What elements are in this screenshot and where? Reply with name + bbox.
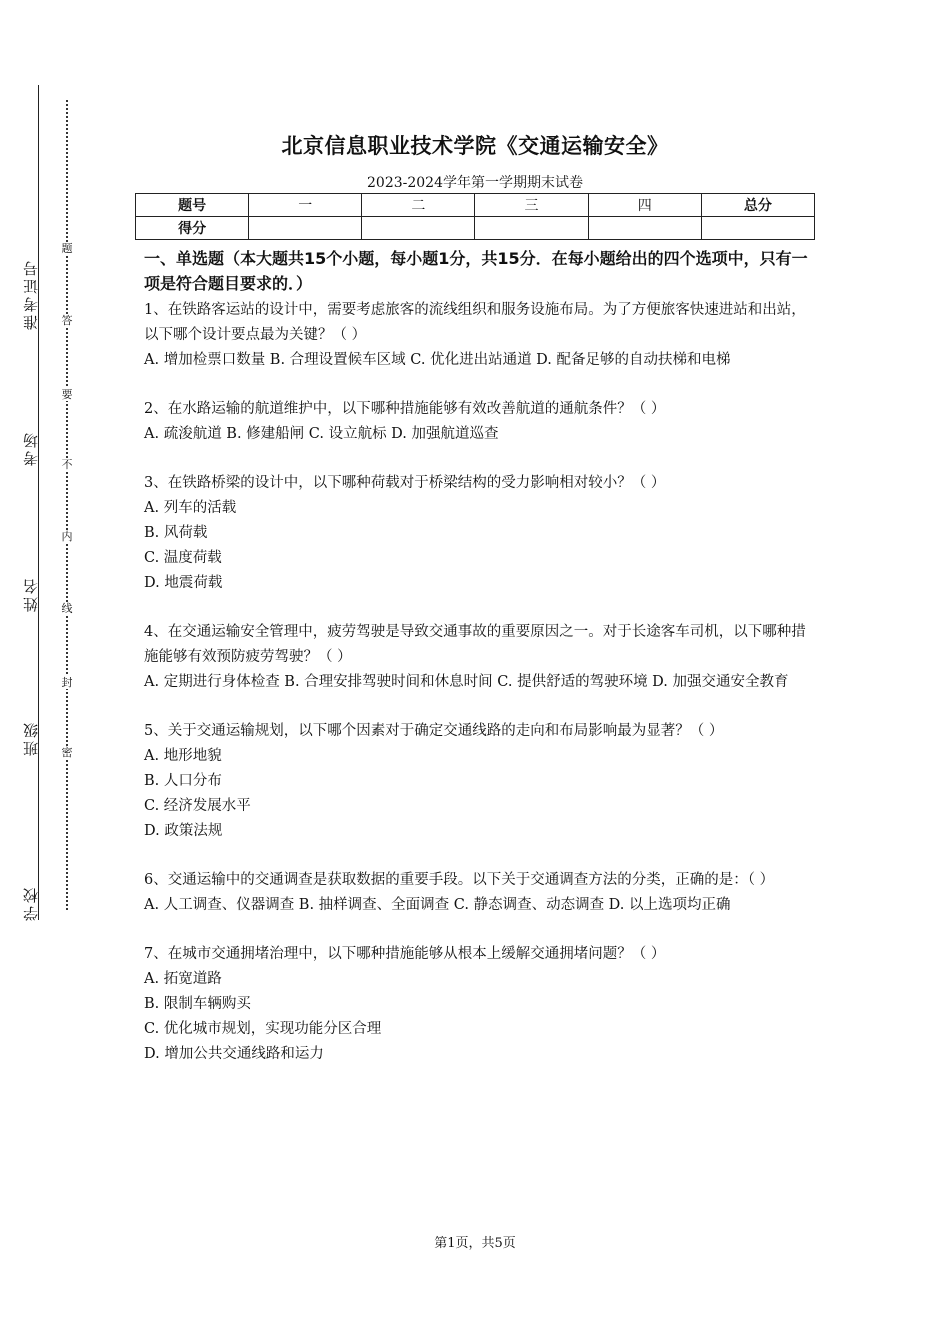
class-label: 班级	[22, 720, 40, 756]
question-1	[144, 298, 814, 373]
section-heading: 一、单选题（本大题共15个小题，每小题1分，共15分．在每小题给出的四个选项中，只有一项是符合题目要求的．）	[144, 249, 808, 293]
score-table-score-row	[136, 217, 815, 240]
seal-char: 内	[61, 530, 73, 543]
seal-char: 要	[61, 388, 73, 401]
score-table-cell: 一	[249, 194, 362, 217]
score-entry-cell[interactable]	[475, 217, 588, 240]
option-b: B. 人口分布	[144, 773, 222, 789]
seal-char: 密	[61, 746, 73, 759]
option-d: D. 政策法规	[144, 823, 223, 839]
page-number: 第1页，共5页	[434, 1236, 516, 1251]
score-entry-cell[interactable]	[588, 217, 701, 240]
exam-content	[144, 246, 814, 1067]
exam-title: 北京信息职业技术学院《交通运输安全》	[281, 134, 669, 158]
option-c: C. 温度荷载	[144, 550, 222, 566]
score-table	[135, 193, 815, 240]
score-entry-cell[interactable]	[362, 217, 475, 240]
question-stem: 4、在交通运输安全管理中，疲劳驾驶是导致交通事故的重要原因之一。对于长途客车司机，以下哪种措施能够有效预防疲劳驾驶？（ ）	[144, 624, 806, 665]
question-stem: 6、交通运输中的交通调查是获取数据的重要手段。以下关于交通调查方法的分类，正确的是：（ ）	[144, 872, 775, 888]
score-table-header-row	[136, 194, 815, 217]
seal-char: 题	[61, 242, 73, 255]
option-d: D. 地震荷载	[144, 575, 223, 591]
option-c: C. 优化城市规划，实现功能分区合理	[144, 1021, 382, 1037]
score-table-cell: 总分	[701, 194, 814, 217]
exam-number-label: 准考证号	[22, 258, 40, 330]
score-entry-cell[interactable]	[249, 217, 362, 240]
exam-subtitle: 2023-2024学年第一学期期末试卷	[367, 175, 583, 191]
question-options: A. 增加检票口数量 B. 合理设置候车区域 C. 优化进出站通道 D. 配备足够的自动扶梯和电梯	[144, 352, 731, 368]
option-a: A. 地形地貌	[144, 748, 222, 764]
question-stem: 7、在城市交通拥堵治理中，以下哪种措施能够从根本上缓解交通拥堵问题？（ ）	[144, 946, 666, 962]
score-table-cell: 三	[475, 194, 588, 217]
exam-room-label: 考场	[22, 430, 40, 466]
question-options: A. 定期进行身体检查 B. 合理安排驾驶时间和休息时间 C. 提供舒适的驾驶环境 D. 加强交通安全教育	[144, 674, 789, 690]
student-name-label: 姓名	[22, 576, 40, 612]
school-label: 学校	[22, 885, 40, 921]
question-4	[144, 620, 814, 695]
question-5	[144, 719, 814, 844]
option-d: D. 增加公共交通线路和运力	[144, 1046, 324, 1062]
option-b: B. 限制车辆购买	[144, 996, 251, 1012]
score-entry-cell[interactable]	[701, 217, 814, 240]
seal-char: 线	[61, 602, 73, 615]
option-a: A. 列车的活载	[144, 500, 237, 516]
binding-line	[38, 85, 39, 920]
question-stem: 1、在铁路客运站的设计中，需要考虑旅客的流线组织和服务设施布局。为了方便旅客快速进站和出站，以下哪个设计要点最为关键？（ ）	[144, 302, 806, 343]
seal-char: 不	[61, 458, 73, 471]
score-table-cell: 四	[588, 194, 701, 217]
question-7	[144, 942, 814, 1067]
question-options: A. 人工调查、仪器调查 B. 抽样调查、全面调查 C. 静态调查、动态调查 D. 以上选项均正确	[144, 897, 731, 913]
option-a: A. 拓宽道路	[144, 971, 222, 987]
question-stem: 5、关于交通运输规划，以下哪个因素对于确定交通线路的走向和布局影响最为显著？（ ）	[144, 723, 724, 739]
question-6	[144, 868, 814, 918]
seal-dotted-line	[66, 100, 68, 910]
question-3	[144, 471, 814, 596]
score-table-cell: 题号	[136, 194, 249, 217]
question-options: A. 疏浚航道 B. 修建船闸 C. 设立航标 D. 加强航道巡查	[144, 426, 499, 442]
option-c: C. 经济发展水平	[144, 798, 251, 814]
question-stem: 3、在铁路桥梁的设计中，以下哪种荷载对于桥梁结构的受力影响相对较小？（ ）	[144, 475, 666, 491]
seal-char: 答	[61, 314, 73, 327]
score-table-cell: 二	[362, 194, 475, 217]
question-2	[144, 397, 814, 447]
score-table-cell: 得分	[136, 217, 249, 240]
option-b: B. 风荷载	[144, 525, 208, 541]
question-stem: 2、在水路运输的航道维护中，以下哪种措施能够有效改善航道的通航条件？（ ）	[144, 401, 666, 417]
seal-char: 封	[61, 676, 73, 689]
